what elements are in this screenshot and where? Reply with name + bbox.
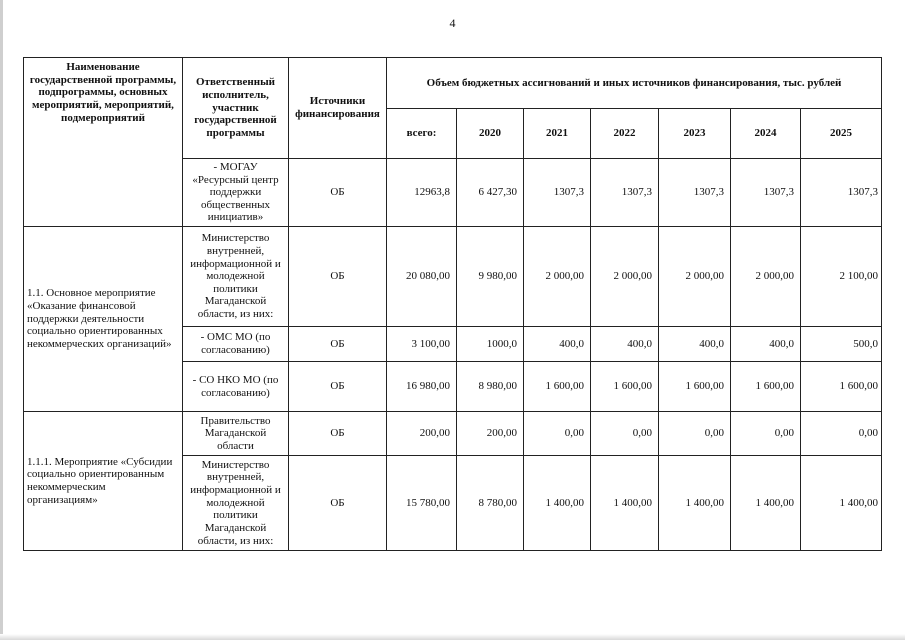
value-cell-2021: 2 000,00: [524, 227, 591, 327]
header-row: [24, 58, 882, 109]
executor-cell: - МОГАУ «Ресурсный центр поддержки общественных инициатив»: [183, 159, 289, 227]
source-cell: ОБ: [289, 456, 387, 551]
scan-edge-left: [0, 0, 3, 640]
page-number: 4: [449, 16, 456, 30]
value-cell-2023: 0,00: [659, 412, 731, 456]
total-cell: 20 080,00: [387, 227, 457, 327]
value-cell-2025: 500,0: [801, 327, 882, 362]
value-cell-2022: 1 400,00: [591, 456, 659, 551]
header-year-2024: 2024: [731, 109, 801, 159]
source-cell: ОБ: [289, 327, 387, 362]
value-cell-2025: 0,00: [801, 412, 882, 456]
table-row: [24, 227, 882, 327]
value-cell-2024: 0,00: [731, 412, 801, 456]
header-executor: Ответственный исполнитель, участник государственной программы: [183, 58, 289, 159]
value-cell-2022: 2 000,00: [591, 227, 659, 327]
total-cell: 200,00: [387, 412, 457, 456]
value-cell-2020: 8 980,00: [457, 362, 524, 412]
header-year-2021: 2021: [524, 109, 591, 159]
executor-cell: Министерство внутренней, информационной и молодежной политики Магаданской области, из них:: [183, 456, 289, 551]
value-cell-2021: 0,00: [524, 412, 591, 456]
group-name-cell: 1.1. Основное мероприятие «Оказание финансовой поддержки деятельности социально ориентированных некоммерческих организаций»: [24, 227, 183, 412]
value-cell-2023: 1 600,00: [659, 362, 731, 412]
executor-cell: - ОМС МО (по согласованию): [183, 327, 289, 362]
source-cell: ОБ: [289, 227, 387, 327]
value-cell-2020: 6 427,30: [457, 159, 524, 227]
budget-table: [23, 57, 882, 551]
value-cell-2025: 1 400,00: [801, 456, 882, 551]
total-cell: 12963,8: [387, 159, 457, 227]
value-cell-2023: 400,0: [659, 327, 731, 362]
header-sources: Источники финансирования: [289, 58, 387, 159]
executor-cell: - СО НКО МО (по согласованию): [183, 362, 289, 412]
group-name-cell: 1.1.1. Мероприятие «Субсидии социально ориентированным некоммерческим организациям»: [24, 412, 183, 551]
value-cell-2022: 0,00: [591, 412, 659, 456]
value-cell-2023: 1 400,00: [659, 456, 731, 551]
total-cell: 16 980,00: [387, 362, 457, 412]
header-volume: Объем бюджетных ассигнований и иных источников финансирования, тыс. рублей: [387, 58, 882, 109]
value-cell-2023: 1307,3: [659, 159, 731, 227]
value-cell-2022: 1307,3: [591, 159, 659, 227]
header-year-2025: 2025: [801, 109, 882, 159]
source-cell: ОБ: [289, 362, 387, 412]
executor-cell: Министерство внутренней, информационной и молодежной политики Магаданской области, из них:: [183, 227, 289, 327]
value-cell-2024: 1 400,00: [731, 456, 801, 551]
value-cell-2024: 400,0: [731, 327, 801, 362]
value-cell-2024: 1307,3: [731, 159, 801, 227]
value-cell-2025: 1307,3: [801, 159, 882, 227]
value-cell-2020: 8 780,00: [457, 456, 524, 551]
scan-edge-bottom: [0, 634, 905, 640]
value-cell-2025: 1 600,00: [801, 362, 882, 412]
header-year-2023: 2023: [659, 109, 731, 159]
value-cell-2020: 1000,0: [457, 327, 524, 362]
value-cell-2021: 1 600,00: [524, 362, 591, 412]
value-cell-2020: 9 980,00: [457, 227, 524, 327]
value-cell-2021: 1 400,00: [524, 456, 591, 551]
value-cell-2025: 2 100,00: [801, 227, 882, 327]
value-cell-2021: 1307,3: [524, 159, 591, 227]
header-name: Наименование государственной программы, подпрограммы, основных мероприятий, мероприятий, подмероприятий: [24, 58, 183, 227]
total-cell: 15 780,00: [387, 456, 457, 551]
table-row: [24, 412, 882, 456]
source-cell: ОБ: [289, 412, 387, 456]
source-cell: ОБ: [289, 159, 387, 227]
value-cell-2021: 400,0: [524, 327, 591, 362]
executor-cell: Правительство Магаданской области: [183, 412, 289, 456]
value-cell-2022: 400,0: [591, 327, 659, 362]
value-cell-2023: 2 000,00: [659, 227, 731, 327]
header-year-2022: 2022: [591, 109, 659, 159]
value-cell-2022: 1 600,00: [591, 362, 659, 412]
value-cell-2024: 1 600,00: [731, 362, 801, 412]
header-total: всего:: [387, 109, 457, 159]
total-cell: 3 100,00: [387, 327, 457, 362]
value-cell-2020: 200,00: [457, 412, 524, 456]
header-year-2020: 2020: [457, 109, 524, 159]
value-cell-2024: 2 000,00: [731, 227, 801, 327]
